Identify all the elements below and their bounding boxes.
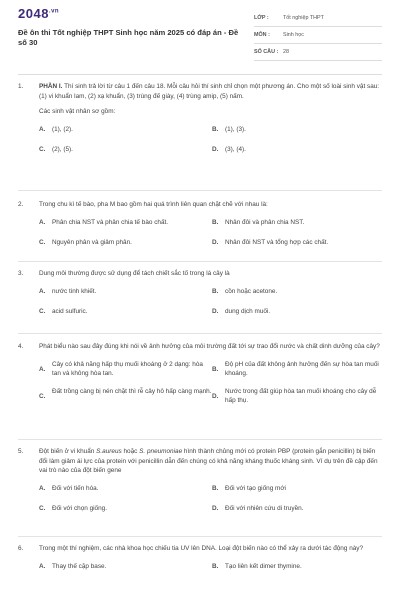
option-letter: D. — [212, 308, 219, 315]
option-c[interactable] — [39, 307, 212, 317]
option-d[interactable] — [212, 238, 382, 248]
option-a[interactable] — [39, 360, 212, 379]
option-letter: B. — [212, 365, 219, 373]
stem-text: Đột biến ở vi khuẩn — [39, 448, 97, 455]
question-stem: Trong chu kì tế bào, pha M bao gồm hai quá trình liên quan chặt chẽ với nhau là: — [39, 201, 268, 208]
option-d[interactable] — [212, 307, 382, 317]
option-letter: C. — [39, 308, 46, 315]
meta-key: SỐ CÂU : — [254, 49, 279, 55]
question-6 — [18, 544, 382, 571]
option-text: Đối với tạo giống mới — [225, 484, 286, 492]
question-number: 6. — [18, 545, 24, 552]
option-c[interactable] — [39, 238, 212, 248]
option-letter: C. — [39, 505, 46, 512]
option-letter: D. — [212, 505, 219, 512]
option-list — [39, 218, 382, 248]
option-a[interactable] — [39, 484, 212, 494]
option-text: Nước trong đất giúp hòa tan muối khoáng cho cây dễ hấp thụ. — [225, 387, 377, 404]
meta-value: Tốt nghiệp THPT — [283, 15, 324, 21]
question-divider — [18, 190, 382, 191]
option-list — [39, 484, 382, 514]
site-logo[interactable] — [18, 6, 59, 21]
option-text: (1), (3). — [225, 125, 246, 133]
question-4 — [18, 342, 382, 406]
question-number: 2. — [18, 201, 24, 208]
question-divider — [18, 261, 382, 262]
option-letter: C. — [39, 392, 46, 400]
question-sub: Các sinh vật nhân sơ gồm: — [39, 108, 116, 115]
option-c[interactable] — [39, 145, 212, 155]
question-divider — [18, 439, 382, 440]
option-text: Cây có khả năng hấp thụ muối khoáng ở 2 dạng: hòa tan và không hòa tan. — [52, 360, 203, 377]
logo-suffix: .vn — [48, 8, 60, 15]
question-1 — [18, 82, 382, 155]
stem-text: Thí sinh trả lời từ câu 1 đến câu 18. Mỗi câu hỏi thí sinh chỉ chọn một phương án. Cho một số loài sinh vật sau: (1) vi khuẩn lam, (2) xạ khuẩn, (3) trùng đế giày, (4) trùng amip, (5) nấm. — [39, 83, 380, 100]
meta-row-class — [254, 14, 382, 27]
question-divider — [18, 333, 382, 334]
question-stem: Dung môi thường được sử dụng để tách chiết sắc tố trong lá cây là — [39, 270, 230, 277]
option-list — [39, 360, 382, 406]
option-letter: B. — [212, 218, 219, 226]
option-text: Phân chia NST và phân chia tế bào chất. — [52, 218, 169, 226]
option-text: Đối với chọn giống. — [52, 505, 107, 512]
option-letter: B. — [212, 287, 219, 295]
meta-box — [254, 14, 382, 65]
logo-text: 2048 — [18, 6, 49, 21]
option-letter: A. — [39, 365, 46, 373]
option-letter: A. — [39, 218, 46, 226]
species-name: S.aureus — [96, 448, 122, 455]
header — [0, 0, 400, 64]
option-text: cồn hoặc acetone. — [225, 287, 278, 295]
option-b[interactable] — [212, 287, 382, 297]
option-text: acid sulfuric. — [52, 308, 88, 315]
header-divider — [18, 74, 382, 75]
question-number: 5. — [18, 448, 24, 455]
option-a[interactable] — [39, 218, 212, 228]
option-b[interactable] — [212, 360, 382, 379]
section-label: PHẦN I. — [39, 83, 63, 90]
question-stem: Trong một thí nghiệm, các nhà khoa học chiếu tia UV lên DNA. Loại đột biến nào có thể xảy ra dưới tác động này? — [39, 545, 364, 552]
option-letter: D. — [212, 392, 219, 400]
option-letter: A. — [39, 125, 46, 133]
option-text: (1), (2). — [52, 125, 73, 133]
option-a[interactable] — [39, 287, 212, 297]
question-2 — [18, 200, 382, 248]
option-text: (2), (5). — [52, 146, 73, 153]
meta-key: MÔN : — [254, 32, 270, 38]
option-text: nước tinh khiết. — [52, 287, 97, 295]
stem-text: hoặc — [121, 448, 140, 455]
option-letter: B. — [212, 125, 219, 133]
question-divider — [18, 536, 382, 537]
option-a[interactable] — [39, 562, 212, 572]
option-b[interactable] — [212, 125, 382, 135]
option-text: Đối với tiến hóa. — [52, 484, 99, 492]
option-d[interactable] — [212, 504, 382, 514]
option-text: dung dịch muối. — [225, 308, 271, 315]
option-list — [39, 287, 382, 317]
question-number: 1. — [18, 83, 24, 90]
option-text: Nhân đôi và phân chia NST. — [225, 218, 305, 226]
option-letter: C. — [39, 146, 46, 153]
option-b[interactable] — [212, 484, 382, 494]
option-letter: C. — [39, 239, 46, 246]
option-list — [39, 562, 382, 572]
option-d[interactable] — [212, 145, 382, 155]
stem-text: hình thành chủng mới có protein PBP (protein gắn penicillin) bị biến đổi làm giảm ái lực của protein với penicillin dẫn đến chúng có khả năng kháng thuốc kháng sinh. Ví dụ trên đề cập đến vai trò nào của đột biến gene — [39, 448, 378, 474]
question-3 — [18, 269, 382, 317]
option-letter: B. — [212, 562, 219, 570]
option-letter: A. — [39, 484, 46, 492]
meta-value: Sinh học — [283, 32, 304, 38]
option-text: Đối với nhiên cứu di truyền. — [225, 505, 304, 512]
question-number: 3. — [18, 270, 24, 277]
option-b[interactable] — [212, 218, 382, 228]
option-c[interactable] — [39, 504, 212, 514]
question-number: 4. — [18, 343, 24, 350]
option-letter: D. — [212, 239, 219, 246]
option-text: Nhân đôi NST và tổng hợp các chất. — [225, 239, 329, 246]
question-5 — [18, 447, 382, 514]
option-text: Tạo liên kết dimer thymine. — [225, 562, 302, 570]
option-letter: A. — [39, 562, 46, 570]
option-c[interactable] — [39, 387, 212, 406]
question-stem — [39, 447, 382, 476]
meta-value: 28 — [283, 49, 289, 55]
option-d[interactable] — [212, 387, 382, 406]
option-b[interactable] — [212, 562, 382, 572]
option-text: (3), (4). — [225, 146, 246, 153]
option-letter: D. — [212, 146, 219, 153]
question-stem: Phát biểu nào sau đây đúng khi nói về ảnh hưởng của môi trường đất tới sự trao đổi nước và chất dinh dưỡng của cây? — [39, 343, 380, 350]
species-name: S. pneumoniae — [139, 448, 183, 455]
page-title: Đề ôn thi Tốt nghiệp THPT Sinh học năm 2025 có đáp án - Đề số 30 — [18, 28, 239, 47]
option-list — [39, 125, 382, 155]
meta-row-subject — [254, 31, 382, 44]
option-text: Nguyên phân và giảm phân. — [52, 239, 132, 246]
option-text: Độ pH của đất không ảnh hưởng đến sự hòa tan muối khoáng. — [225, 360, 379, 377]
option-letter: B. — [212, 484, 219, 492]
meta-row-count — [254, 48, 382, 61]
question-stem — [39, 82, 382, 101]
meta-key: LỚP : — [254, 15, 269, 21]
option-letter: A. — [39, 287, 46, 295]
option-a[interactable] — [39, 125, 212, 135]
option-text: Thay thế cặp base. — [52, 562, 107, 570]
option-text: Đất trồng càng bị nén chặt thì rễ cây hô hấp càng mạnh. — [52, 387, 212, 395]
